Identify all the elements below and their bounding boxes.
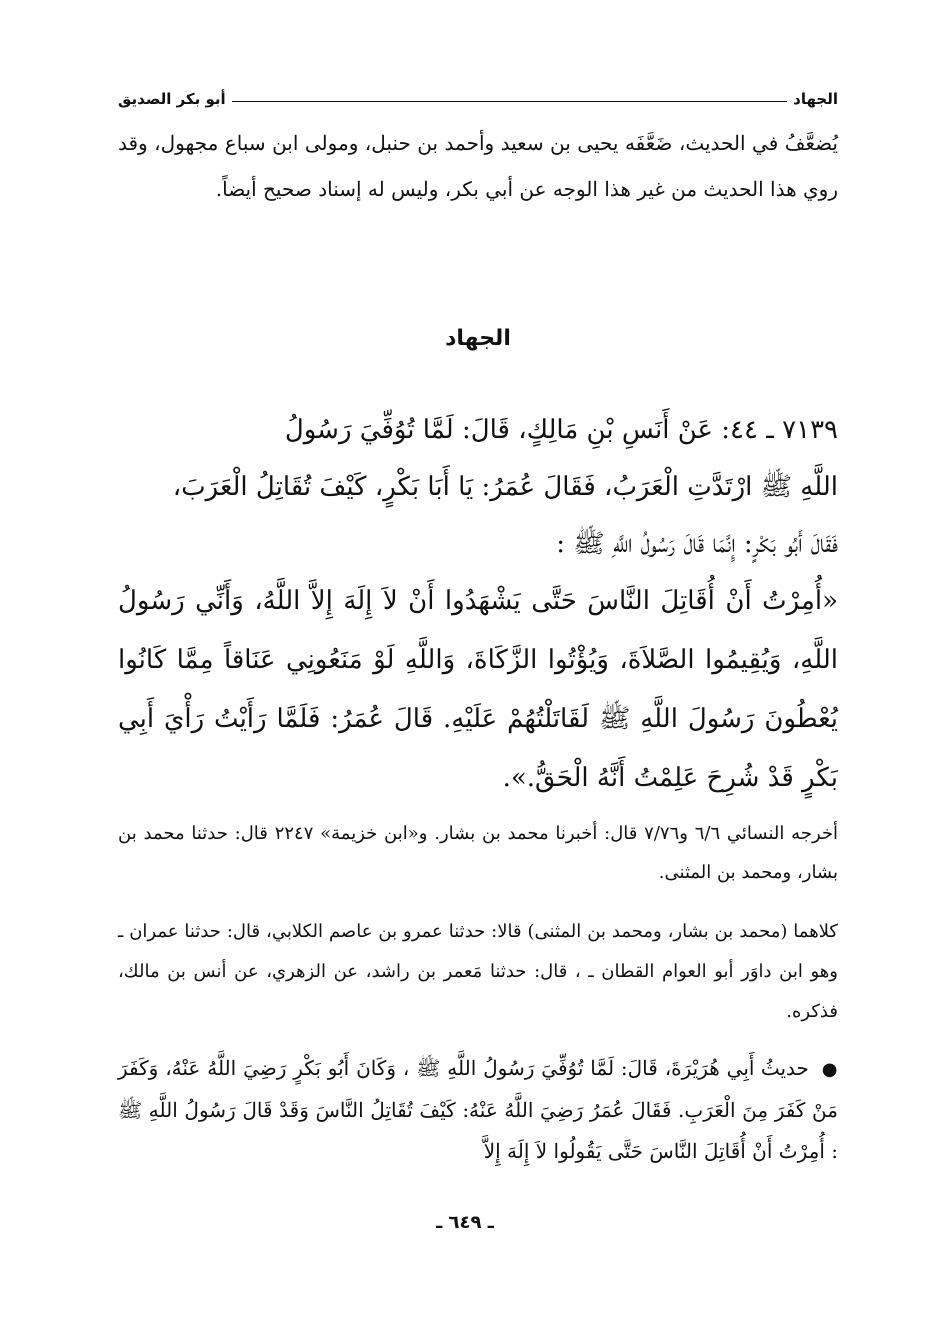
page-number: ـ ٦٤٩ ـ [436,1212,494,1233]
header-rule [232,101,787,102]
hadith-line-3: فَقَالَ أَبُو بَكْرٍ: إِنَّمَا قَالَ رَسُولُ اللَّهِ ﷺ : [556,529,838,559]
section-title: الجهاد [445,326,511,351]
takhrij-paragraph-2: كلاهما (محمد بن بشار، ومحمد بن المثنى) قالا: حدثنا عمرو بن عاصم الكلابي، قال: حدثنا عمران ـ وهو ابن داوَر أبو العوام القطان ـ ، قال: حدثنا مَعمر بن راشد، عن الزهري، عن أنس بن مالك، فذكره. [118,921,838,1022]
hadith-line-1: ٧١٣٩ ـ ٤٤: عَنْ أَنَسِ بْنِ مَالِكٍ، قَالَ: لَمَّا تُوُفِّيَ رَسُولُ [284,415,838,445]
bullet-icon: ● [821,1059,838,1080]
variant-hadith-text: حديثُ أَبِي هُرَيْرَةَ، قَالَ: لَمَّا تُوُفِّيَ رَسُولُ اللَّهِ ﷺ ، وَكَانَ أَبُو بَكْرٍ رَضِيَ اللَّهُ عَنْهُ، وَكَفَرَ مَنْ كَفَرَ مِنَ الْعَرَبِ. فَقَالَ عُمَرُ رَضِيَ اللَّهُ عَنْهُ: كَيْفَ تُقَاتِلُ النَّاسَ وَقَدْ قَالَ رَسُولُ اللَّهِ ﷺ : أُمِرْتُ أَنْ أُقَاتِلَ النَّاسَ حَتَّى يَقُولُوا لاَ إِلَهَ إِلاَّ [118,1056,838,1163]
header-book-title: أبو بكر الصديق [118,90,226,108]
hadith-isnad [118,402,838,573]
hadith-line-2: اللَّهِ ﷺ ارْتَدَّتِ الْعَرَبُ، فَقَالَ عُمَرُ: يَا أَبَا بَكْرٍ، كَيْفَ تُقَاتِلُ الْعَرَبَ، [172,472,838,502]
running-header [118,82,838,108]
intro-paragraph: يُضعَّفُ في الحديث، ضَعَّفَه يحيى بن سعيد وأحمد بن حنبل، ومولى ابن سباع مجهول، وقد روي هذا الحديث من غير هذا الوجه عن أبي بكر، وليس له إسناد صحيح أيضاً. [118,131,838,201]
hadith-text: «أُمِرْتُ أَنْ أُقَاتِلَ النَّاسَ حَتَّى يَشْهَدُوا أَنْ لاَ إِلَهَ إِلاَّ اللَّهُ، وَأَنِّي رَسُولُ اللَّهِ، وَيُقِيمُوا الصَّلاَةَ، وَيُؤْتُوا الزَّكَاةَ، وَاللَّهِ لَوْ مَنَعُونِي عَنَاقاً مِمَّا كَانُوا يُعْطُونَ رَسُولَ اللَّهِ ﷺ لَقَاتَلْتُهُمْ عَلَيْهِ. قَالَ عُمَرُ: فَلَمَّا رَأَيْتُ رَأْيَ أَبِي بَكْرٍ قَدْ شُرِحَ عَلِمْتُ أَنَّهُ الْحَقُّ.». [118,586,838,793]
takhrij-paragraph-1: أخرجه النسائي ٦/٦ و٧/٧٦ قال: أخبرنا محمد بن بشار. و«ابن خزيمة» ٢٢٤٧ قال: حدثنا محمد بن بشار، ومحمد بن المثنى. [118,823,839,883]
variant-hadith [118,1048,838,1172]
header-chapter: الجهاد [793,90,838,108]
